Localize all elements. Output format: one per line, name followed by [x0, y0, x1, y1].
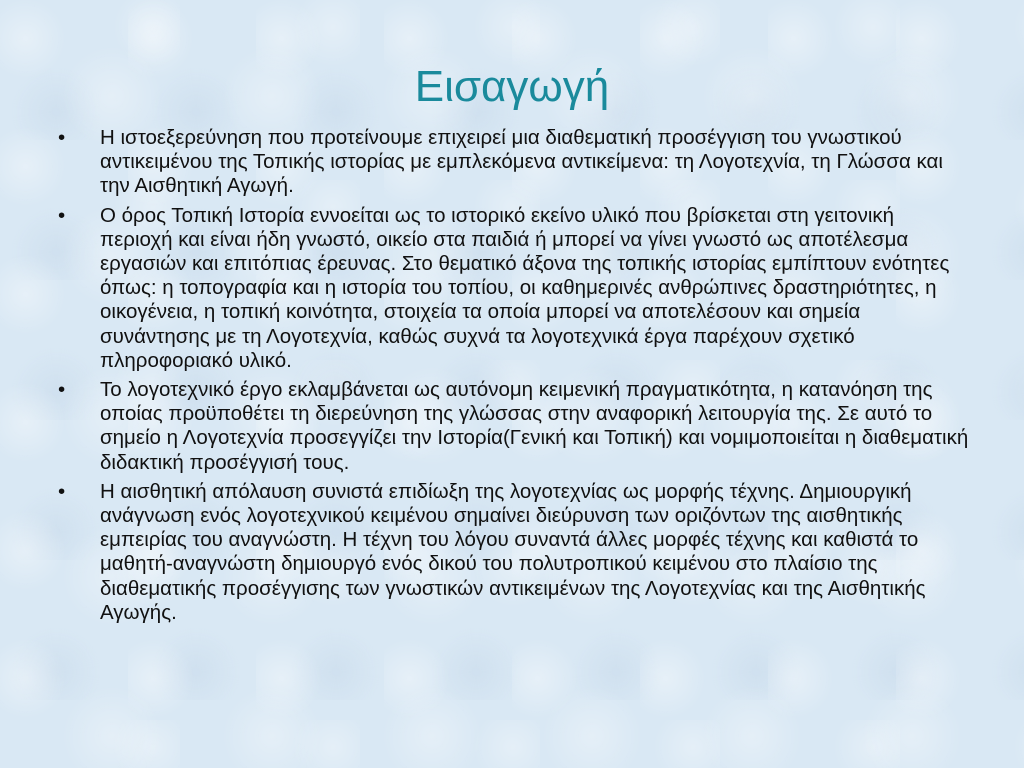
- bullet-item: [58, 480, 970, 625]
- bullet-item: [58, 378, 970, 475]
- bullet-text: Το λογοτεχνικό έργο εκλαμβάνεται ως αυτόνομη κειμενική πραγματικότητα, η κατανόηση της οποίας προϋποθέτει τη διερεύνηση της γλώσσας στην αναφορική λειτουργία της. Σε αυτό το σημείο η Λογοτεχνία προσεγγίζει την Ιστορία(Γενική και Τοπική) και νομιμοποιείται η διαθεματική διδακτική προσέγγισή τους.: [100, 378, 969, 474]
- bullet-marker: •: [58, 126, 66, 149]
- bullet-marker: •: [58, 378, 66, 402]
- bullet-text: Ο όρος Τοπική Ιστορία εννοείται ως το ιστορικό εκείνο υλικό που βρίσκεται στη γειτονική περιοχή και είναι ήδη γνωστό, οικείο στα παιδιά ή μπορεί να γίνει γνωστό ως αποτέλεσμα εργασιών και επιτόπιας έρευνας. Στο θεματικό άξονα της τοπικής ιστορίας εμπίπτουν ενότητες όπως: η τοπογραφία και η ιστορία του τοπίου, οι καθημερινές ανθρώπινες δραστηριότητες, η οικογένεια, η τοπική κοινότητα, στοιχεία τα οποία μπορεί να αποτελέσουν και σημεία συνάντησης με τη Λογοτεχνία, καθώς συχνά τα λογοτεχνικά έργα παρέχουν σχετικό πληροφοριακό υλικό.: [100, 203, 950, 372]
- slide-title: Εισαγωγή: [414, 62, 610, 111]
- bullet-list: [58, 126, 970, 630]
- bullet-text: Η ιστοεξερεύνηση που προτείνουμε επιχειρεί μια διαθεματική προσέγγιση του γνωστικού αντικειμένου της Τοπικής ιστορίας με εμπλεκόμενα αντικείμενα: τη Λογοτεχνία, τη Γλώσσα και την Αισθητική Αγωγή.: [100, 126, 943, 198]
- bullet-item: [58, 204, 970, 373]
- bullet-marker: •: [58, 479, 66, 503]
- bullet-marker: •: [58, 203, 66, 227]
- bullet-text: Η αισθητική απόλαυση συνιστά επιδίωξη της λογοτεχνίας ως μορφής τέχνης. Δημιουργική ανάγνωση ενός λογοτεχνικού κειμένου σημαίνει διεύρυνση των οριζόντων της αισθητικής εμπειρίας του αναγνώστη. Η τέχνη του λόγου συναντά άλλες μορφές τέχνης και καθιστά το μαθητή-αναγνώστη δημιουργό ενός δικού του πολυτροπικού κειμένου στο πλαίσιο της διαθεματικής προσέγγισης των γνωστικών αντικειμένων της Λογοτεχνίας και της Αισθητικής Αγωγής.: [100, 479, 926, 624]
- bullet-item: [58, 126, 970, 199]
